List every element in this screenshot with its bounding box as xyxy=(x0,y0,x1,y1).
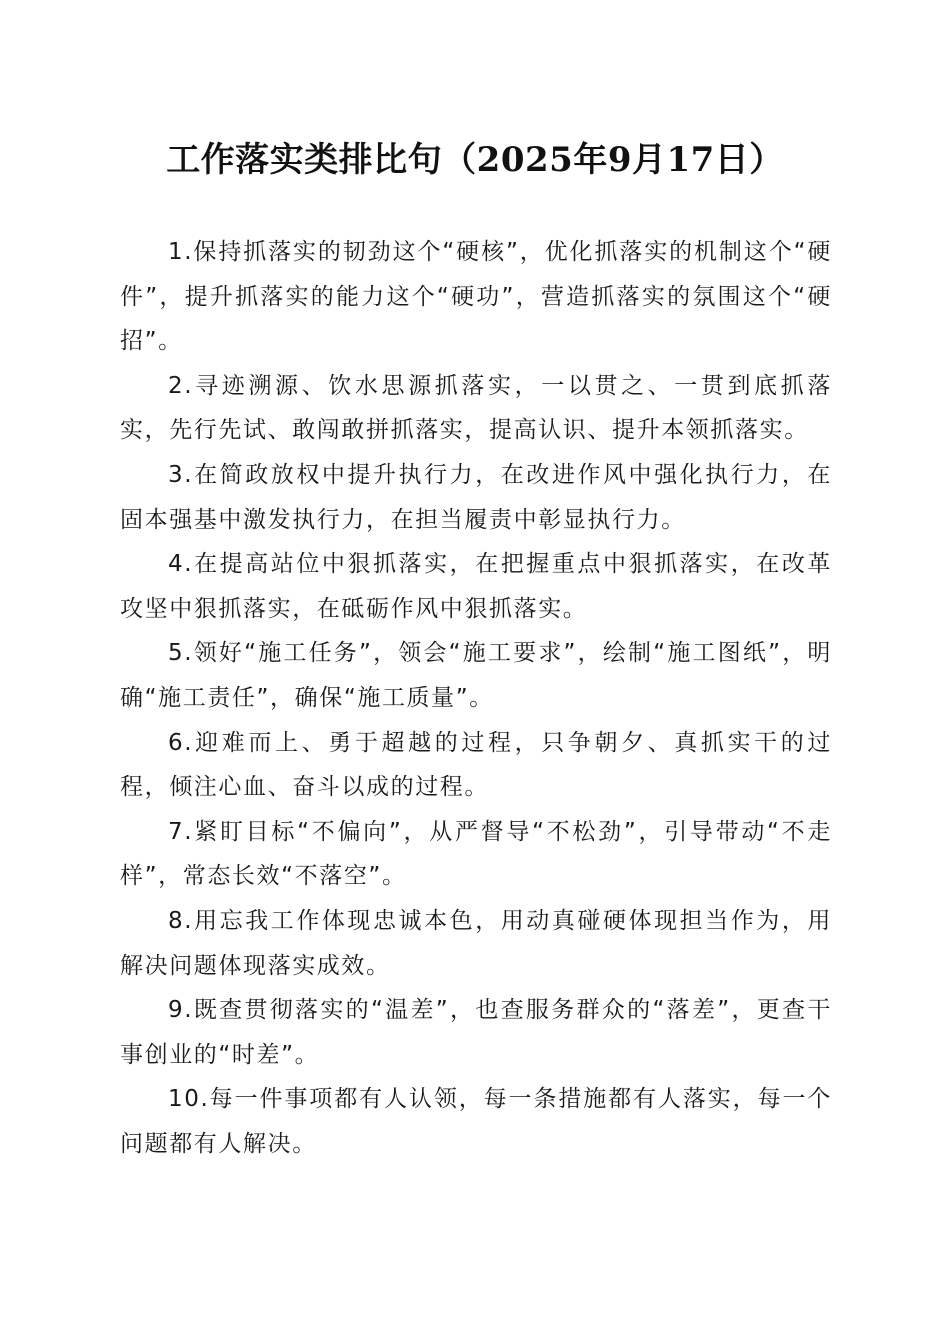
paragraph-10: 10.每一件事项都有人认领，每一条措施都有人落实，每一个问题都有人解决。 xyxy=(120,1086,832,1157)
paragraph-6: 6.迎难而上、勇于超越的过程，只争朝夕、真抓实干的过程，倾注心血、奋斗以成的过程。 xyxy=(120,729,832,801)
paragraph-7: 7.紧盯目标“不偏向”，从严督导“不松劲”，引导带动“不走样”，常态长效“不落空”。 xyxy=(120,818,832,890)
paragraph-1: 1.保持抓落实的韧劲这个“硬核”，优化抓落实的机制这个“硬件”，提升抓落实的能力这个“硬功”，营造抓落实的氛围这个“硬招”。 xyxy=(120,239,832,355)
paragraph-4: 4.在提高站位中狠抓落实，在把握重点中狠抓落实，在改革攻坚中狠抓落实，在砥砺作风中狠抓落实。 xyxy=(120,551,832,622)
paragraph-5: 5.领好“施工任务”，领会“施工要求”，绘制“施工图纸”，明确“施工责任”，确保“施工质量”。 xyxy=(120,640,832,711)
document-body xyxy=(120,230,832,1166)
paragraph-9: 9.既查贯彻落实的“温差”，也查服务群众的“落差”，更查干事创业的“时差”。 xyxy=(120,997,832,1068)
paragraph-2: 2.寻迹溯源、饮水思源抓落实，一以贯之、一贯到底抓落实，先行先试、敢闯敢拼抓落实，提高认识、提升本领抓落实。 xyxy=(120,372,832,444)
paragraph-8: 8.用忘我工作体现忠诚本色，用动真碰硬体现担当作为，用解决问题体现落实成效。 xyxy=(120,907,832,979)
paragraph-3: 3.在简政放权中提升执行力，在改进作风中强化执行力，在固本强基中激发执行力，在担当履责中彰显执行力。 xyxy=(120,461,832,533)
document-title: 工作落实类排比句（2025年9月17日） xyxy=(166,140,784,180)
